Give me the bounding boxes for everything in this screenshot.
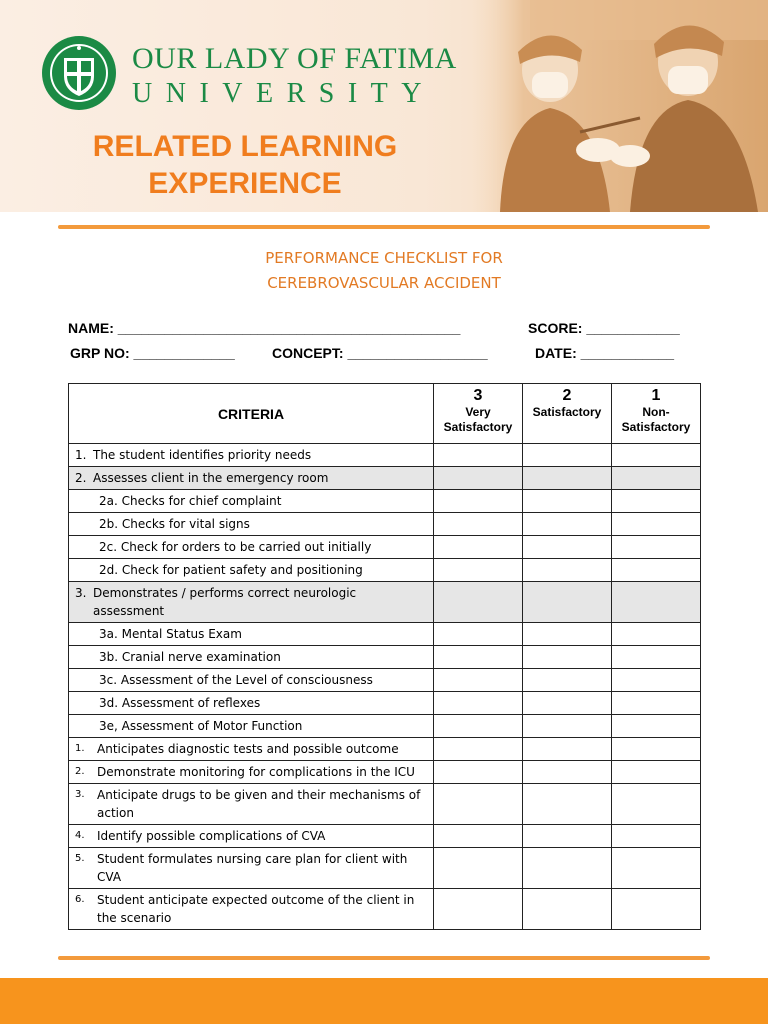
criteria-cell [69,848,434,889]
rating-cell-1[interactable] [612,559,701,582]
rating-cell-3[interactable] [434,738,523,761]
name-field[interactable]: NAME: ____________________________________________ [68,320,461,336]
rating-cell-1[interactable] [612,715,701,738]
table-row [69,646,701,669]
rating-cell-1[interactable] [612,536,701,559]
rating-cell-2[interactable] [523,715,612,738]
program-title-line1: RELATED LEARNING [92,130,398,163]
rating-cell-1[interactable] [612,513,701,536]
rating-label: Satisfactory [532,405,602,419]
rating-cell-1[interactable] [612,889,701,930]
program-title-line2: EXPERIENCE [148,167,342,200]
row-number: 1. [75,448,87,462]
criteria-text: The student identifies priority needs [93,448,312,462]
rating-cell-2[interactable] [523,536,612,559]
table-row [69,513,701,536]
rating-cell-2[interactable] [523,646,612,669]
table-row [69,784,701,825]
rating-cell-3[interactable] [434,889,523,930]
rating-cell-1[interactable] [612,738,701,761]
university-name [132,44,457,110]
rating-cell-3[interactable] [434,669,523,692]
rating-cell-1[interactable] [612,582,701,623]
rating-cell-3[interactable] [434,582,523,623]
row-number: 1. [75,743,85,754]
criteria-cell [69,582,434,623]
row-number: 3. [75,586,87,600]
rating-cell-2[interactable] [523,848,612,889]
table-row [69,490,701,513]
document-title-line1: PERFORMANCE CHECKLIST FOR [265,249,503,267]
rating-number: 2 [562,387,572,404]
rating-cell-1[interactable] [612,669,701,692]
rating-cell-2[interactable] [523,490,612,513]
rating-cell-3[interactable] [434,825,523,848]
rating-label: Very [465,405,491,419]
criteria-text: Identify possible complications of CVA [97,829,326,843]
table-row [69,559,701,582]
rating-cell-1[interactable] [612,467,701,490]
university-name-line2: UNIVERSITY [132,78,435,109]
table-row [69,536,701,559]
criteria-cell [69,536,434,559]
row-number: 4. [75,830,85,841]
rating-cell-2[interactable] [523,669,612,692]
rating-cell-3[interactable] [434,761,523,784]
grp-no-field[interactable]: GRP NO: _____________ [70,345,235,361]
criteria-text: Anticipate drugs to be given and their mechanisms of action [97,788,421,820]
criteria-text: Demonstrate monitoring for complications in the ICU [97,765,415,779]
criteria-text: 2b. Checks for vital signs [99,517,250,531]
row-number: 2. [75,471,87,485]
rating-cell-1[interactable] [612,692,701,715]
table-header-row [69,384,701,444]
rating-cell-2[interactable] [523,513,612,536]
criteria-cell [69,559,434,582]
rating-cell-3[interactable] [434,467,523,490]
table-row [69,582,701,623]
criteria-cell [69,669,434,692]
criteria-cell [69,738,434,761]
criteria-text: 3a. Mental Status Exam [99,627,242,641]
rating-cell-2[interactable] [523,623,612,646]
rating-cell-2[interactable] [523,784,612,825]
rating-cell-2[interactable] [523,467,612,490]
criteria-cell [69,623,434,646]
rating-cell-2[interactable] [523,444,612,467]
rating-cell-1[interactable] [612,444,701,467]
rating-cell-3[interactable] [434,715,523,738]
criteria-cell [69,784,434,825]
rating-header-very-satisfactory [434,384,523,444]
criteria-cell [69,715,434,738]
criteria-cell [69,513,434,536]
checklist-table [68,383,701,930]
rating-cell-3[interactable] [434,646,523,669]
table-row [69,669,701,692]
rating-cell-2[interactable] [523,692,612,715]
criteria-text: Assesses client in the emergency room [93,471,329,485]
criteria-text: Student formulates nursing care plan for client with CVA [97,852,408,884]
criteria-text: 2a. Checks for chief complaint [99,494,282,508]
rating-cell-3[interactable] [434,490,523,513]
rating-cell-1[interactable] [612,825,701,848]
document-title-line2: CEREBROVASCULAR ACCIDENT [267,274,501,292]
rating-cell-1[interactable] [612,761,701,784]
rating-cell-1[interactable] [612,784,701,825]
rating-header-satisfactory [523,384,612,444]
bottom-divider [58,956,710,960]
table-row [69,692,701,715]
row-number: 5. [75,853,85,864]
rating-label: Satisfactory [621,420,691,434]
criteria-cell [69,761,434,784]
rating-number: 3 [473,387,483,404]
criteria-text: 3e, Assessment of Motor Function [99,719,303,733]
table-row [69,715,701,738]
top-divider [58,225,710,229]
criteria-text: Student anticipate expected outcome of the client in the scenario [97,893,415,925]
table-row [69,889,701,930]
rating-cell-2[interactable] [523,889,612,930]
criteria-cell [69,490,434,513]
rating-cell-3[interactable] [434,444,523,467]
header-banner [0,0,768,212]
criteria-cell [69,444,434,467]
rating-cell-3[interactable] [434,513,523,536]
rating-cell-2[interactable] [523,559,612,582]
criteria-cell [69,467,434,490]
criteria-text: 3b. Cranial nerve examination [99,650,281,664]
footer-bar [0,978,768,1024]
rating-cell-2[interactable] [523,825,612,848]
table-row [69,623,701,646]
criteria-cell [69,646,434,669]
criteria-cell [69,692,434,715]
rating-cell-2[interactable] [523,761,612,784]
rating-cell-3[interactable] [434,848,523,889]
table-row [69,738,701,761]
score-field[interactable]: SCORE: ____________ [528,320,680,336]
criteria-text: Demonstrates / performs correct neurologic assessment [93,586,357,618]
document-title [0,246,768,296]
table-row [69,825,701,848]
surgeons-photo [470,0,768,212]
criteria-text: 3d. Assessment of reflexes [99,696,261,710]
table-row [69,467,701,490]
rating-number: 1 [651,387,661,404]
rating-cell-2[interactable] [523,582,612,623]
criteria-text: 2c. Check for orders to be carried out initially [99,540,372,554]
rating-cell-1[interactable] [612,623,701,646]
rating-cell-2[interactable] [523,738,612,761]
rating-cell-3[interactable] [434,784,523,825]
table-row [69,761,701,784]
criteria-cell [69,825,434,848]
criteria-text: 2d. Check for patient safety and positioning [99,563,363,577]
row-number: 3. [75,789,85,800]
rating-cell-3[interactable] [434,623,523,646]
rating-label: Non- [642,405,670,419]
rating-label: Satisfactory [443,420,513,434]
program-title [60,128,430,202]
rating-cell-1[interactable] [612,848,701,889]
row-number: 6. [75,894,85,905]
criteria-text: Anticipates diagnostic tests and possible outcome [97,742,399,756]
rating-cell-3[interactable] [434,692,523,715]
concept-field[interactable]: CONCEPT: __________________ [272,345,488,361]
date-field[interactable]: DATE: ____________ [535,345,675,361]
row-number: 2. [75,766,85,777]
rating-cell-1[interactable] [612,646,701,669]
criteria-cell [69,889,434,930]
university-name-line1: OUR LADY OF FATIMA [132,42,457,75]
table-row [69,848,701,889]
criteria-header: CRITERIA [69,384,434,444]
university-seal-icon [40,34,118,112]
rating-header-non-satisfactory [612,384,701,444]
rating-cell-3[interactable] [434,536,523,559]
rating-cell-3[interactable] [434,559,523,582]
rating-cell-1[interactable] [612,490,701,513]
criteria-text: 3c. Assessment of the Level of consciousness [99,673,373,687]
table-row [69,444,701,467]
